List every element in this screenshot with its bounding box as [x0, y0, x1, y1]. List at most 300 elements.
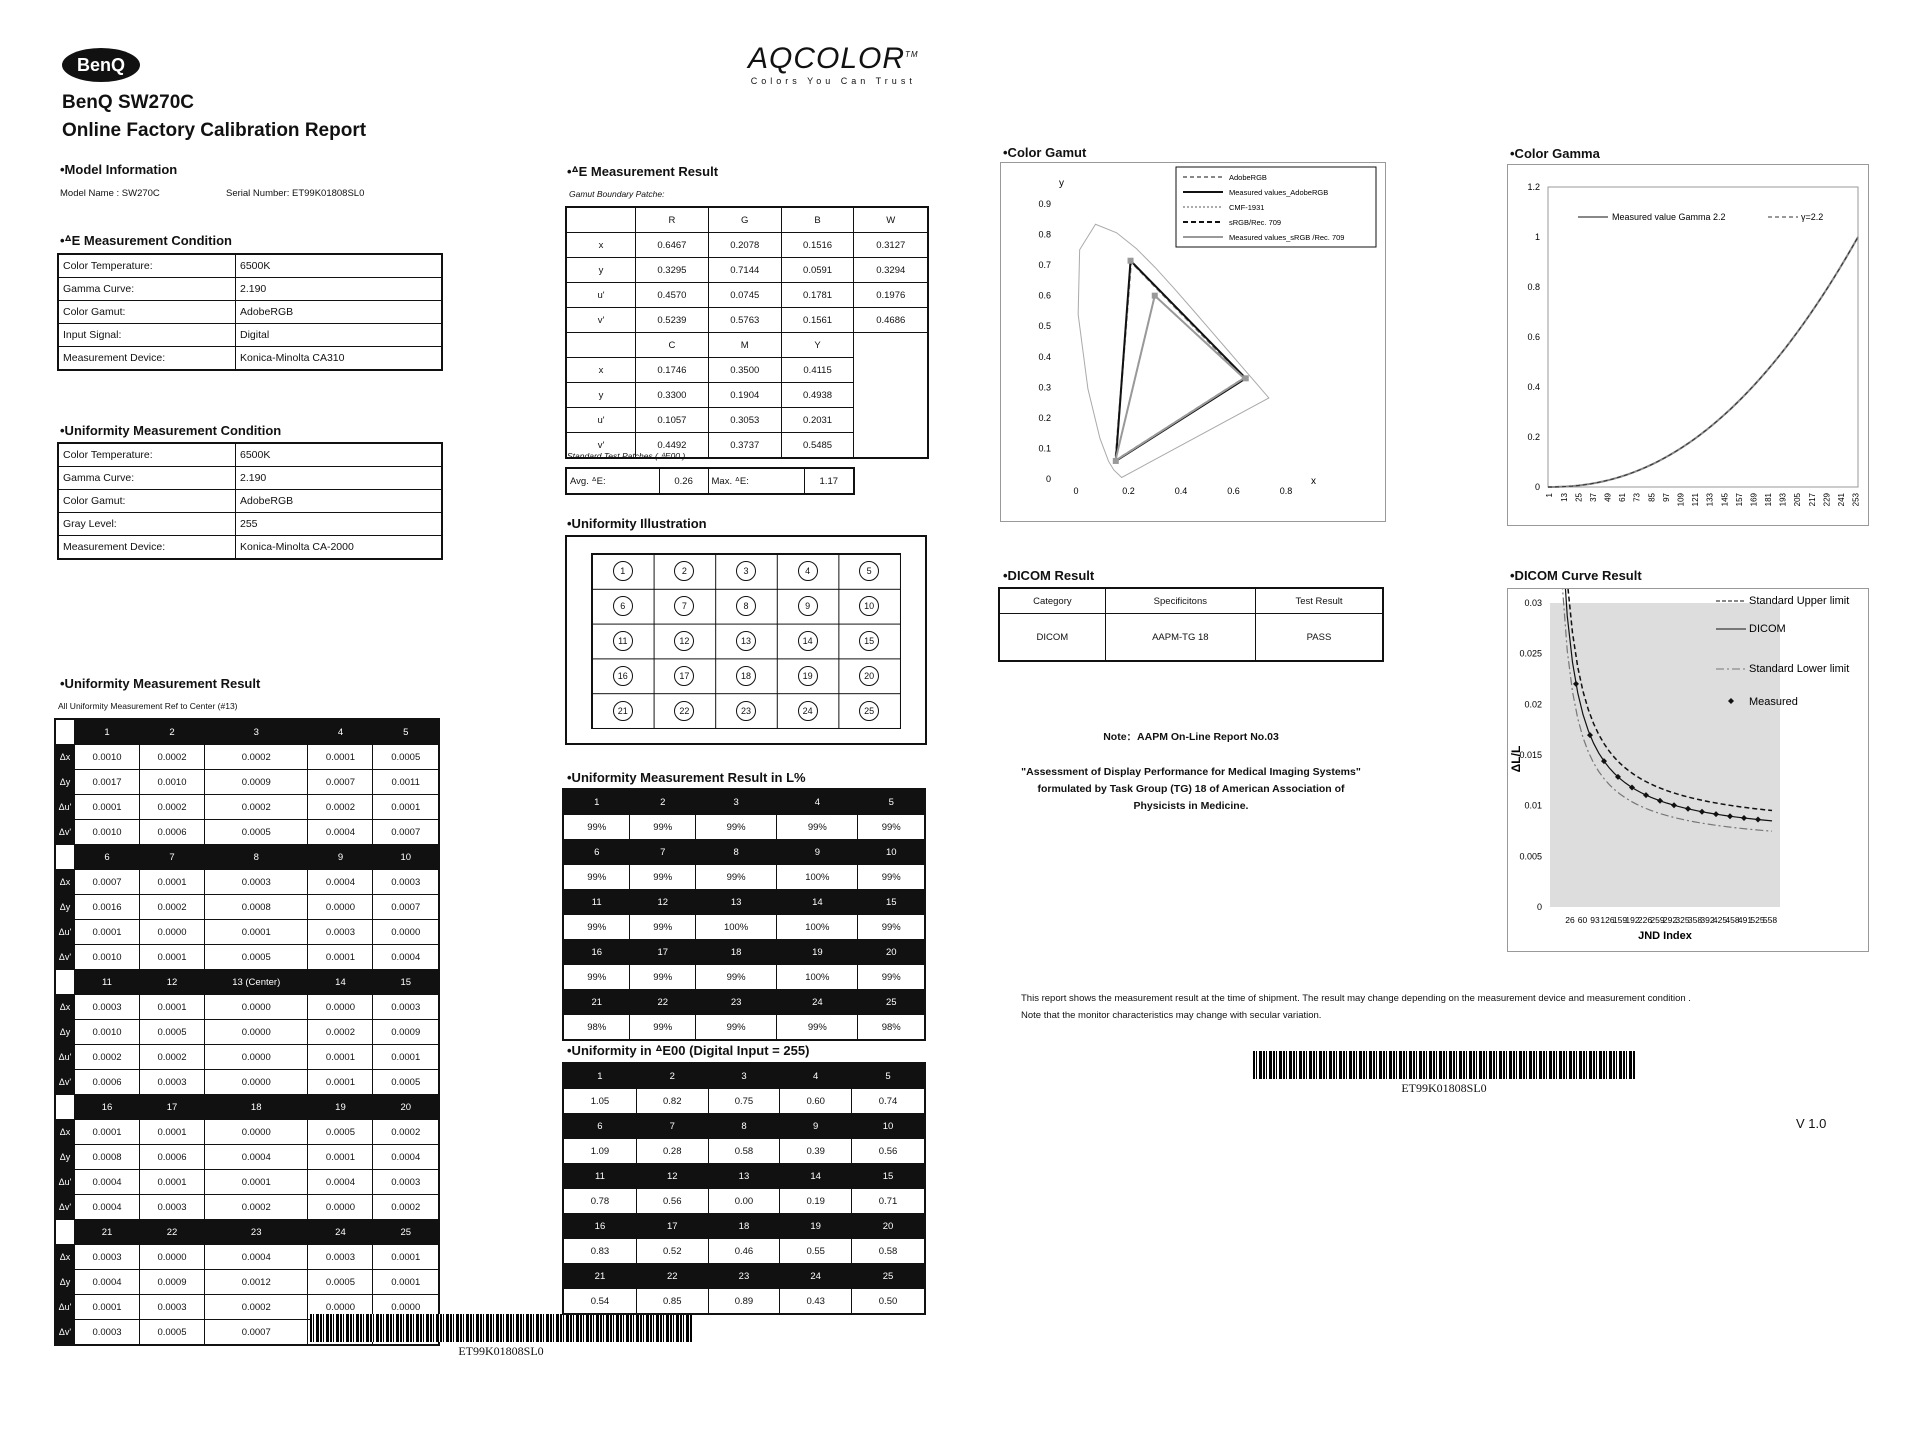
- uni-row-label: Δy: [55, 1270, 75, 1295]
- uni-row-label: Δy: [55, 770, 75, 795]
- aqcolor-logo-text: AQCOLOR: [748, 42, 906, 75]
- uni-row-label: Δy: [55, 895, 75, 920]
- uni-head-cell: 1: [75, 719, 140, 745]
- gamma-y-tick: 1: [1534, 232, 1540, 242]
- lpct-value-cell: 100%: [695, 915, 776, 940]
- uni-data-cell: 0.0005: [373, 1070, 439, 1095]
- illustration-title: •Uniformity Illustration: [567, 516, 707, 531]
- de00-title: •Uniformity in ᐞE00 (Digital Input = 255): [567, 1043, 810, 1058]
- gamut-point: [1113, 458, 1119, 464]
- gamma-x-tick: 109: [1676, 493, 1686, 507]
- de-condition-title: •ᐞE Measurement Condition: [60, 233, 232, 248]
- uni-data-cell: 0.0003: [75, 1245, 140, 1270]
- aqcolor-logo: [748, 42, 919, 86]
- uni-data-cell: 0.0003: [373, 995, 439, 1020]
- de-data-cell: 0.4938: [781, 383, 854, 408]
- uni-data-cell: 0.0000: [139, 1245, 204, 1270]
- uni-head-cell: 18: [204, 1095, 308, 1120]
- lpct-head-cell: 5: [858, 789, 925, 815]
- gamma-x-tick: 145: [1720, 493, 1730, 507]
- uni-data-cell: 0.0001: [373, 795, 439, 820]
- uni-data-cell: 0.0000: [204, 1020, 308, 1045]
- de00-value-cell: 0.74: [852, 1089, 925, 1114]
- measure-point-14: 14: [798, 631, 818, 651]
- dicom-x-tick: 60: [1577, 915, 1588, 925]
- lpct-value-cell: 99%: [777, 815, 858, 840]
- uni-data-cell: 0.0001: [139, 995, 204, 1020]
- lpct-value-cell: 99%: [630, 915, 696, 940]
- lpct-value-cell: 99%: [563, 915, 630, 940]
- uni-head-cell: 11: [75, 970, 140, 995]
- de-corner: [566, 333, 636, 358]
- lpct-value-cell: 99%: [858, 965, 925, 990]
- uni-data-row: [55, 1020, 439, 1045]
- uni-data-row: [55, 1145, 439, 1170]
- uni-data-cell: 0.0000: [373, 920, 439, 945]
- gamma-y-tick: 0: [1534, 482, 1540, 492]
- de00-value-cell: 0.19: [780, 1189, 852, 1214]
- lpct-head-cell: 21: [563, 990, 630, 1015]
- dicom-category: DICOM: [999, 614, 1105, 662]
- de-data-cell: 0.4492: [636, 433, 709, 459]
- de-data-cell: 0.1976: [854, 283, 928, 308]
- de-head-row: [566, 333, 928, 358]
- uni-data-cell: 0.0003: [308, 1245, 373, 1270]
- de-data-row: [566, 283, 928, 308]
- uni-data-cell: 0.0004: [75, 1195, 140, 1220]
- lpct-head-cell: 19: [777, 940, 858, 965]
- de00-head-cell: 7: [636, 1114, 708, 1139]
- report-model-title: BenQ SW270C: [62, 92, 194, 113]
- uni-data-cell: 0.0009: [139, 1270, 204, 1295]
- disclaimer-line1: This report shows the measurement result at the time of shipment. The result may change depending on the measurement device and measurement condition .: [1021, 993, 1691, 1004]
- uni-head-cell: 12: [139, 970, 204, 995]
- uni-data-cell: 0.0002: [139, 895, 204, 920]
- lpct-head-cell: 3: [695, 789, 776, 815]
- de-head-cell: C: [636, 333, 709, 358]
- uni-data-cell: 0.0000: [204, 1045, 308, 1070]
- disclaimer-line2: Note that the monitor characteristics may change with secular variation.: [1021, 1010, 1322, 1021]
- de00-value-row: [563, 1139, 925, 1164]
- measure-point-19: 19: [798, 666, 818, 686]
- gamut-x-tick: 0: [1073, 486, 1079, 496]
- de00-head-row: [563, 1214, 925, 1239]
- gamut-legend-item: sRGB/Rec. 709: [1229, 218, 1282, 227]
- gamut-y-tick: 0.4: [1038, 351, 1051, 362]
- gamma-y-tick: 0.2: [1527, 432, 1540, 442]
- uni-data-cell: 0.0000: [308, 995, 373, 1020]
- de-data-cell: 0.5485: [781, 433, 854, 459]
- lpct-value-cell: 99%: [695, 1015, 776, 1041]
- dicom-x-tick: 159: [1612, 915, 1628, 925]
- lpct-value-row: [563, 965, 925, 990]
- uni-corner: [55, 719, 75, 745]
- de-data-cell: 0.3500: [708, 358, 781, 383]
- de-row-label: x: [566, 358, 636, 383]
- uni-data-cell: 0.0007: [373, 820, 439, 845]
- condition-row: [58, 536, 442, 560]
- uni-result-table: [54, 718, 440, 1346]
- gamut-legend-item: AdobeRGB: [1229, 173, 1267, 182]
- uni-data-row: [55, 1170, 439, 1195]
- uni-data-row: [55, 1195, 439, 1220]
- de00-value-cell: 0.52: [636, 1239, 708, 1264]
- barcode-right-text: ET99K01808SL0: [1401, 1081, 1487, 1095]
- uni-head-cell: 24: [308, 1220, 373, 1245]
- uni-data-cell: 0.0008: [75, 1145, 140, 1170]
- dicom-x-tick: 192: [1625, 915, 1640, 925]
- uni-condition-table: [57, 442, 443, 560]
- lpct-value-cell: 99%: [630, 865, 696, 890]
- dicom-x-tick: 26: [1565, 915, 1575, 925]
- de00-value-cell: 1.05: [563, 1089, 636, 1114]
- condition-row: [58, 301, 442, 324]
- uni-data-cell: 0.0011: [373, 770, 439, 795]
- condition-row: [58, 513, 442, 536]
- uni-data-cell: 0.0001: [139, 1170, 204, 1195]
- dicom-y-label: ΔL/L: [1509, 745, 1523, 773]
- model-name: Model Name : SW270C: [60, 188, 160, 199]
- uni-data-row: [55, 895, 439, 920]
- de-data-cell: 0.3295: [636, 258, 709, 283]
- condition-row: [58, 254, 442, 278]
- uni-data-cell: 0.0002: [139, 745, 204, 770]
- dicom-y-tick: 0.01: [1524, 800, 1542, 811]
- uni-data-cell: 0.0005: [204, 820, 308, 845]
- de-head-cell: R: [636, 207, 709, 233]
- uni-head-cell: 2: [139, 719, 204, 745]
- measure-point-17: 17: [674, 666, 694, 686]
- dicom-x-tick: 226: [1637, 915, 1653, 925]
- de-head-cell: M: [708, 333, 781, 358]
- uni-corner: [55, 845, 75, 870]
- de-row-label: x: [566, 233, 636, 258]
- max-value: 1.17: [804, 468, 854, 494]
- aqcolor-tagline: Colors You Can Trust: [750, 76, 916, 86]
- de-data-cell: 0.1561: [781, 308, 854, 333]
- gamma-x-tick: 37: [1588, 493, 1598, 502]
- uni-data-row: [55, 945, 439, 970]
- condition-value: Konica-Minolta CA-2000: [236, 536, 443, 560]
- de00-value-cell: 0.82: [636, 1089, 708, 1114]
- de00-head-cell: 4: [780, 1063, 852, 1089]
- de00-head-row: [563, 1264, 925, 1289]
- de00-head-cell: 8: [708, 1114, 780, 1139]
- uni-data-cell: 0.0002: [308, 795, 373, 820]
- uni-data-cell: 0.0000: [139, 920, 204, 945]
- measure-point-25: 25: [859, 701, 879, 721]
- uni-row-label: Δx: [55, 870, 75, 895]
- uni-row-label: Δx: [55, 1245, 75, 1270]
- uni-row-label: Δu': [55, 920, 75, 945]
- uni-data-cell: 0.0000: [373, 1295, 439, 1320]
- condition-row: [58, 490, 442, 513]
- de00-head-cell: 21: [563, 1264, 636, 1289]
- uni-head-cell: 15: [373, 970, 439, 995]
- uni-data-cell: 0.0001: [308, 745, 373, 770]
- uni-head-cell: 21: [75, 1220, 140, 1245]
- uni-data-cell: 0.0006: [139, 1145, 204, 1170]
- measure-point-10: 10: [859, 596, 879, 616]
- uni-head-cell: 7: [139, 845, 204, 870]
- de-data-row: [566, 258, 928, 283]
- measure-point-18: 18: [736, 666, 756, 686]
- de00-value-cell: 0.28: [636, 1139, 708, 1164]
- dicom-note-line3: Physicists in Medicine.: [1133, 800, 1249, 812]
- de-data-cell: 0.1057: [636, 408, 709, 433]
- uni-row-label: Δy: [55, 1145, 75, 1170]
- dicom-note-line1: "Assessment of Display Performance for Medical Imaging Systems": [1021, 766, 1361, 778]
- uni-data-cell: 0.0005: [308, 1270, 373, 1295]
- condition-value: 2.190: [236, 278, 443, 301]
- measure-point-24: 24: [798, 701, 818, 721]
- uni-data-cell: 0.0001: [204, 1170, 308, 1195]
- de-data-cell: 0.3294: [854, 258, 928, 283]
- uni-data-cell: 0.0005: [308, 1120, 373, 1145]
- de00-head-cell: 22: [636, 1264, 708, 1289]
- uni-data-cell: 0.0006: [75, 1070, 140, 1095]
- uni-head-cell: 19: [308, 1095, 373, 1120]
- uni-data-cell: 0.0000: [308, 895, 373, 920]
- gamut-y-tick: 0.1: [1038, 443, 1051, 454]
- dicom-legend-dicom: DICOM: [1749, 623, 1786, 635]
- lpct-value-cell: 100%: [777, 865, 858, 890]
- gamma-y-tick: 1.2: [1527, 182, 1540, 192]
- uni-corner: [55, 1220, 75, 1245]
- de-empty-cell: [854, 333, 928, 459]
- lpct-value-row: [563, 1015, 925, 1041]
- de-row-label: v': [566, 433, 636, 459]
- de-data-cell: 0.3737: [708, 433, 781, 459]
- uni-head-cell: 3: [204, 719, 308, 745]
- dicom-y-tick: 0.015: [1519, 750, 1542, 760]
- uni-head-cell: 16: [75, 1095, 140, 1120]
- uni-result-title: •Uniformity Measurement Result: [60, 676, 261, 691]
- uni-data-cell: 0.0002: [373, 1195, 439, 1220]
- uni-data-cell: 0.0006: [139, 820, 204, 845]
- de-data-cell: 0.2031: [781, 408, 854, 433]
- de-data-cell: 0.5763: [708, 308, 781, 333]
- uni-data-cell: 0.0012: [204, 1270, 308, 1295]
- measure-point-7: 7: [674, 596, 694, 616]
- de-data-cell: 0.2078: [708, 233, 781, 258]
- lpct-value-cell: 99%: [563, 815, 630, 840]
- illustration-grid: [591, 553, 901, 729]
- gamma-y-tick: 0.6: [1527, 332, 1540, 342]
- de00-head-row: [563, 1164, 925, 1189]
- de00-value-cell: 0.58: [852, 1239, 925, 1264]
- lpct-head-cell: 7: [630, 840, 696, 865]
- uni-data-cell: 0.0008: [204, 895, 308, 920]
- uni-data-cell: 0.0002: [308, 1020, 373, 1045]
- condition-row: [58, 347, 442, 371]
- serial-number: Serial Number: ET99K01808SL0: [226, 188, 365, 199]
- dicom-table: [998, 587, 1384, 662]
- uni-data-cell: 0.0004: [204, 1245, 308, 1270]
- uni-row-label: Δx: [55, 1120, 75, 1145]
- de-data-cell: 0.1904: [708, 383, 781, 408]
- de-data-cell: 0.1516: [781, 233, 854, 258]
- lpct-head-cell: 1: [563, 789, 630, 815]
- uni-data-cell: 0.0000: [308, 1195, 373, 1220]
- dicom-note-line2: formulated by Task Group (TG) 18 of American Association of: [1037, 783, 1345, 795]
- de-data-cell: 0.3053: [708, 408, 781, 433]
- uni-corner: [55, 970, 75, 995]
- condition-row: [58, 467, 442, 490]
- de00-head-cell: 12: [636, 1164, 708, 1189]
- dicom-legend-upper: Standard Upper limit: [1749, 595, 1850, 607]
- de00-head-cell: 14: [780, 1164, 852, 1189]
- uni-row-label: Δv': [55, 1195, 75, 1220]
- condition-value: AdobeRGB: [236, 301, 443, 324]
- dicom-x-label: JND Index: [1638, 930, 1692, 942]
- uni-data-cell: 0.0000: [204, 995, 308, 1020]
- uni-head-cell: 10: [373, 845, 439, 870]
- de00-head-cell: 19: [780, 1214, 852, 1239]
- gamut-x-tick: 0.8: [1279, 486, 1293, 496]
- measure-point-12: 12: [674, 631, 694, 651]
- uni-data-cell: 0.0004: [373, 945, 439, 970]
- gamma-x-tick: 253: [1851, 493, 1861, 507]
- measure-point-9: 9: [798, 596, 818, 616]
- uni-data-cell: 0.0003: [373, 1170, 439, 1195]
- lpct-value-cell: 99%: [858, 815, 925, 840]
- de00-head-cell: 23: [708, 1264, 780, 1289]
- gamma-x-tick: 217: [1807, 493, 1817, 507]
- uni-head-row: [55, 970, 439, 995]
- uni-data-cell: 0.0005: [373, 745, 439, 770]
- uni-data-row: [55, 995, 439, 1020]
- de-head-row: [566, 207, 928, 233]
- de-row-label: v': [566, 308, 636, 333]
- uni-data-cell: 0.0000: [204, 1120, 308, 1145]
- de00-head-cell: 2: [636, 1063, 708, 1089]
- de00-value-cell: 0.83: [563, 1239, 636, 1264]
- uni-data-cell: 0.0005: [139, 1320, 204, 1346]
- de00-value-cell: 0.00: [708, 1189, 780, 1214]
- dicom-y-tick: 0: [1536, 902, 1542, 912]
- condition-row: [58, 324, 442, 347]
- uni-data-cell: 0.0004: [308, 870, 373, 895]
- gamut-y-tick: 0.9: [1038, 199, 1051, 209]
- lpct-value-cell: 99%: [563, 965, 630, 990]
- benq-logo: [62, 48, 140, 82]
- lpct-head-cell: 17: [630, 940, 696, 965]
- uni-data-row: [55, 920, 439, 945]
- uni-data-cell: 0.0001: [308, 945, 373, 970]
- de00-value-cell: 0.56: [636, 1189, 708, 1214]
- lpct-value-cell: 98%: [563, 1015, 630, 1041]
- de00-head-cell: 10: [852, 1114, 925, 1139]
- measure-point-20: 20: [859, 666, 879, 686]
- de-data-cell: 0.3300: [636, 383, 709, 408]
- std-test-note: Standard Test Patches ( ᐞE00 ): [567, 451, 686, 461]
- gamma-chart: [1507, 164, 1869, 526]
- measure-point-5: 5: [859, 561, 879, 581]
- avg-label: Avg. ᐞE:: [566, 468, 659, 494]
- dicom-x-tick: 358: [1687, 915, 1703, 925]
- gamut-x-tick: 0.4: [1174, 486, 1188, 496]
- barcode-left: [310, 1314, 692, 1342]
- gamma-y-tick: 0.8: [1527, 282, 1540, 292]
- gamma-plot-area: [1548, 187, 1858, 487]
- condition-key: Measurement Device:: [58, 536, 236, 560]
- avg-value: 0.26: [659, 468, 708, 494]
- measured-srgb-triangle: [1115, 296, 1244, 461]
- condition-key: Color Gamut:: [58, 301, 236, 324]
- de00-head-cell: 15: [852, 1164, 925, 1189]
- lpct-head-cell: 25: [858, 990, 925, 1015]
- dicom-y-tick: 0.005: [1519, 851, 1542, 862]
- lpct-head-row: [563, 990, 925, 1015]
- lpct-value-cell: 98%: [858, 1015, 925, 1041]
- lpct-head-cell: 9: [777, 840, 858, 865]
- lpct-value-cell: 99%: [630, 965, 696, 990]
- de-data-cell: 0.4686: [854, 308, 928, 333]
- measure-point-16: 16: [613, 666, 633, 686]
- gamma-x-tick: 85: [1647, 493, 1657, 502]
- condition-value: Konica-Minolta CA310: [236, 347, 443, 371]
- uni-head-cell: 20: [373, 1095, 439, 1120]
- lpct-table: [562, 788, 926, 1041]
- de-data-cell: 0.6467: [636, 233, 709, 258]
- uni-head-row: [55, 719, 439, 745]
- lpct-head-row: [563, 940, 925, 965]
- lpct-head-cell: 10: [858, 840, 925, 865]
- uni-data-cell: 0.0001: [204, 920, 308, 945]
- aqcolor-tm: TM: [905, 50, 919, 59]
- gamut-point: [1152, 293, 1158, 299]
- lpct-value-cell: 100%: [777, 965, 858, 990]
- dicom-x-tick: 126: [1600, 915, 1615, 925]
- uni-data-cell: 0.0017: [75, 770, 140, 795]
- uni-condition-title: •Uniformity Measurement Condition: [60, 423, 282, 438]
- de-row-label: y: [566, 258, 636, 283]
- uni-data-cell: 0.0001: [75, 795, 140, 820]
- dicom-y-tick: 0.02: [1524, 699, 1542, 710]
- de-head-cell: B: [781, 207, 854, 233]
- uni-data-cell: 0.0001: [308, 1145, 373, 1170]
- gamut-y-label: y: [1059, 178, 1064, 189]
- dicom-x-tick: 325: [1675, 915, 1690, 925]
- uni-row-label: Δu': [55, 1170, 75, 1195]
- de-data-cell: 0.3127: [854, 233, 928, 258]
- dicom-curve-chart: [1507, 588, 1869, 952]
- condition-row: [58, 443, 442, 467]
- uni-row-label: Δv': [55, 945, 75, 970]
- uni-data-cell: 0.0003: [75, 995, 140, 1020]
- gamut-legend: [1176, 167, 1376, 247]
- gamma-x-tick: 205: [1793, 493, 1803, 507]
- lpct-head-row: [563, 890, 925, 915]
- uni-data-cell: 0.0000: [308, 1295, 373, 1320]
- de00-head-cell: 11: [563, 1164, 636, 1189]
- dicom-x-tick: 259: [1650, 915, 1665, 925]
- gamma-x-tick: 229: [1822, 493, 1832, 507]
- uni-data-cell: 0.0003: [75, 1320, 140, 1346]
- dicom-head-category: Category: [999, 588, 1105, 614]
- uni-data-cell: 0.0002: [204, 1295, 308, 1320]
- uni-data-row: [55, 1120, 439, 1145]
- gamut-y-tick: 0.5: [1038, 321, 1051, 332]
- gamut-y-tick: 0.8: [1038, 229, 1051, 240]
- uni-data-cell: 0.0003: [373, 870, 439, 895]
- dicom-title: •DICOM Result: [1003, 568, 1095, 583]
- lpct-head-cell: 8: [695, 840, 776, 865]
- uni-data-cell: 0.0002: [204, 795, 308, 820]
- measure-point-3: 3: [736, 561, 756, 581]
- gamut-y-tick: 0.6: [1038, 290, 1051, 301]
